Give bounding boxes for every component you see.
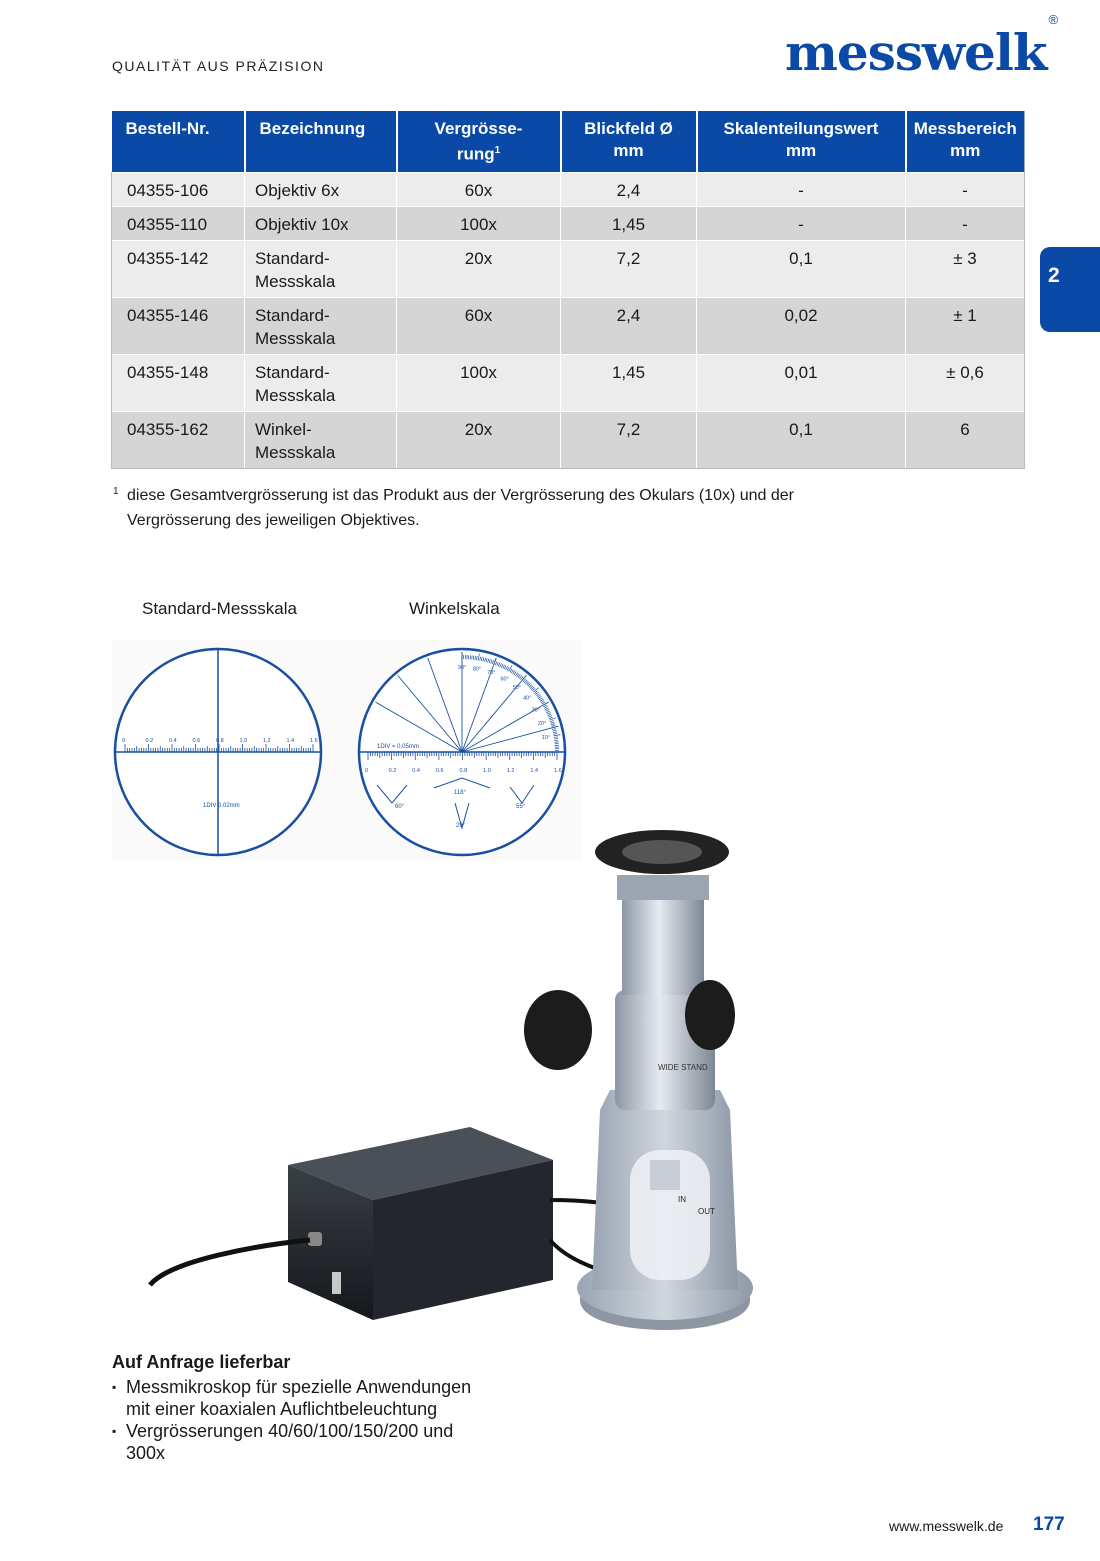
- standard-tick-label: 1.4: [286, 738, 295, 744]
- cell-field-of-view: 7,2: [561, 411, 697, 468]
- microscope-photo: [110, 820, 715, 1360]
- footnote: [113, 483, 993, 533]
- angle-label-55: 55°: [516, 804, 526, 810]
- cell-measuring-range: -: [906, 206, 1025, 240]
- cell-magnification: 60x: [397, 297, 561, 354]
- cell-measuring-range: ± 0,6: [906, 354, 1025, 411]
- availability-list: [112, 1376, 572, 1464]
- cell-scale-division: 0,1: [697, 240, 906, 297]
- standard-tick-label: 0.2: [145, 738, 154, 744]
- header-scale-division: Skalenteilungswert mm: [697, 111, 906, 172]
- cell-magnification: 60x: [397, 172, 561, 206]
- tagline: QUALITÄT AUS PRÄZISION: [112, 58, 325, 74]
- standard-tick-label: 1.0: [239, 738, 248, 744]
- angle-tick-label: 0: [365, 768, 369, 774]
- cell-magnification: 100x: [397, 206, 561, 240]
- cell-description: Objektiv 10x: [245, 206, 397, 240]
- cell-magnification: 20x: [397, 411, 561, 468]
- out-label: OUT: [698, 1207, 715, 1216]
- cell-measuring-range: -: [906, 172, 1025, 206]
- website-link[interactable]: www.messwelk.de: [889, 1518, 1004, 1534]
- arc-label: 20°: [537, 720, 547, 727]
- table-row: [112, 206, 1025, 240]
- header-order-number: Bestell-Nr.: [112, 111, 245, 172]
- cable-socket: [308, 1232, 322, 1246]
- cell-field-of-view: 2,4: [561, 297, 697, 354]
- cell-order-number: 04355-148: [112, 354, 245, 411]
- header-description: Bezeichnung: [245, 111, 397, 172]
- table-row: [112, 354, 1025, 411]
- angle-label-29: 29°: [456, 823, 466, 829]
- cell-description: Standard- Messskala: [245, 354, 397, 411]
- arc-label: 50°: [512, 684, 521, 691]
- standard-tick-label: 0: [122, 738, 126, 744]
- standard-tick-label: 0.8: [216, 738, 224, 744]
- angle-tick-label: 1.2: [506, 768, 515, 774]
- cell-magnification: 20x: [397, 240, 561, 297]
- angle-tick-labels: [365, 768, 562, 774]
- footnote-line-2: Vergrösserung des jeweiligen Objektives.: [127, 512, 420, 529]
- brand-logo: [785, 12, 1058, 82]
- cell-description: Objektiv 6x: [245, 172, 397, 206]
- arc-label: 80°: [472, 666, 482, 673]
- table-header-row: [112, 111, 1025, 172]
- angle-tick-label: 1.0: [483, 768, 491, 774]
- cell-order-number: 04355-146: [112, 297, 245, 354]
- arc-label: 40°: [523, 695, 532, 702]
- caption-angle-scale: Winkelskala: [409, 599, 500, 618]
- cell-description: Standard- Messskala: [245, 297, 397, 354]
- table-row: [112, 172, 1025, 206]
- table-row: [112, 411, 1025, 468]
- cell-scale-division: -: [697, 206, 906, 240]
- arc-label: 10°: [541, 735, 551, 742]
- microscope-stand: [577, 1090, 753, 1330]
- arc-label: 70°: [487, 670, 496, 677]
- power-supply-box: [288, 1127, 553, 1320]
- arc-label: 60°: [500, 676, 509, 683]
- cell-magnification: 100x: [397, 354, 561, 411]
- standard-tick-label: 0.4: [169, 738, 177, 744]
- cell-order-number: 04355-142: [112, 240, 245, 297]
- stand-text: WIDE STAND: [658, 1063, 708, 1072]
- availability-section: [112, 1351, 572, 1464]
- power-cable: [150, 1240, 310, 1285]
- cell-measuring-range: 6: [906, 411, 1025, 468]
- angle-tick-label: 1.4: [530, 768, 539, 774]
- microscope-tube: [595, 830, 729, 1110]
- chapter-tab-label: 2: [1048, 264, 1060, 287]
- cell-order-number: 04355-106: [112, 172, 245, 206]
- footnote-marker: 1: [113, 486, 119, 497]
- cell-field-of-view: 1,45: [561, 206, 697, 240]
- header-measuring-range: Messbereich mm: [906, 111, 1025, 172]
- page-number: 177: [1033, 1514, 1065, 1535]
- availability-title: Auf Anfrage lieferbar: [112, 1352, 291, 1372]
- cell-description: Winkel- Messskala: [245, 411, 397, 468]
- cell-description: Standard- Messskala: [245, 240, 397, 297]
- list-item: ▪ Vergrösserungen 40/60/100/150/200 und 300x: [112, 1420, 572, 1464]
- angle-div-label: 1DIV = 0.05mm: [377, 744, 419, 750]
- angle-label-118: 118°: [454, 790, 466, 796]
- cell-measuring-range: ± 3: [906, 240, 1025, 297]
- angle-tick-label: 0.4: [412, 768, 420, 774]
- angle-tick-label: 0.8: [459, 768, 468, 774]
- angle-label-60: 60°: [395, 804, 405, 810]
- table-row: [112, 297, 1025, 354]
- standard-tick-label: 0.6: [192, 738, 201, 744]
- in-label: IN: [678, 1195, 686, 1204]
- footnote-line-1: diese Gesamtvergrösserung ist das Produkt aus der Vergrösserung des Okulars (10x) und der: [127, 487, 794, 504]
- cell-order-number: 04355-110: [112, 206, 245, 240]
- specification-table: [111, 111, 1025, 469]
- caption-standard-scale: Standard-Messskala: [142, 599, 297, 618]
- cell-scale-division: 0,1: [697, 411, 906, 468]
- logo-text: messwelk: [785, 23, 1047, 82]
- cell-field-of-view: 7,2: [561, 240, 697, 297]
- standard-div-label: 1DIV 0.02mm: [203, 803, 240, 809]
- angle-tick-label: 1.6: [554, 768, 562, 774]
- standard-tick-label: 1.6: [310, 738, 318, 744]
- chapter-tab[interactable]: [1040, 247, 1100, 332]
- cell-order-number: 04355-162: [112, 411, 245, 468]
- header-field-of-view: Blickfeld Ø mm: [561, 111, 697, 172]
- angle-tick-label: 0.6: [435, 768, 444, 774]
- header-magnification: Vergrösse- rung$^1$: [397, 111, 561, 172]
- cell-field-of-view: 2,4: [561, 172, 697, 206]
- cell-measuring-range: ± 1: [906, 297, 1025, 354]
- cell-field-of-view: 1,45: [561, 354, 697, 411]
- table-row: [112, 240, 1025, 297]
- registered-mark: ®: [1048, 12, 1058, 28]
- list-item: ▪ Messmikroskop für spezielle Anwendungen mit einer koaxialen Auflichtbeleuchtung: [112, 1376, 572, 1420]
- cell-scale-division: -: [697, 172, 906, 206]
- cell-scale-division: 0,02: [697, 297, 906, 354]
- standard-tick-labels: [122, 738, 318, 744]
- cell-scale-division: 0,01: [697, 354, 906, 411]
- arc-label: 90°: [458, 665, 467, 671]
- arc-label: 30°: [531, 707, 540, 714]
- standard-tick-label: 1.2: [263, 738, 271, 744]
- angle-tick-label: 0.2: [388, 768, 397, 774]
- toggle-switch: [332, 1272, 341, 1294]
